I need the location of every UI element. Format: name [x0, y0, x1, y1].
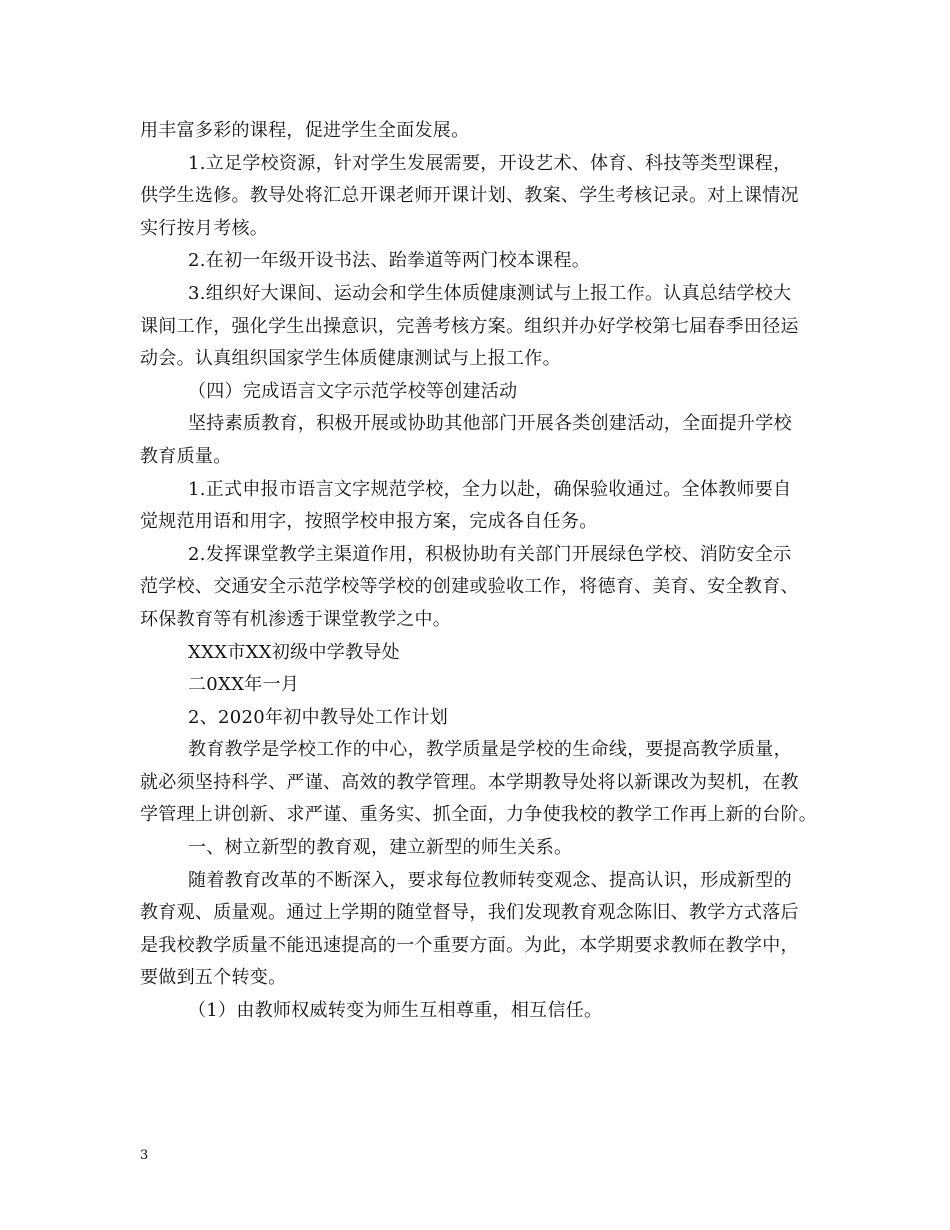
section-heading: （四）完成语言文字示范学校等创建活动: [188, 380, 518, 402]
paragraph-line: 觉规范用语和用字，按照学校申报方案，完成各自任务。: [140, 511, 598, 533]
section-heading: 2、2020年初中教导处工作计划: [188, 706, 449, 728]
paragraph-line: 实行按月考核。: [140, 217, 269, 239]
paragraph-line: 课间工作，强化学生出操意识，完善考核方案。组织并办好学校第七届春季田径运: [140, 315, 799, 337]
paragraph-line: （1）由教师权威转变为师生互相尊重，相互信任。: [188, 1000, 603, 1022]
paragraph-line: 教育质量。: [140, 445, 232, 467]
paragraph-line: 1.立足学校资源，针对学生发展需要，开设艺术、体育、科技等类型课程，: [188, 152, 792, 174]
paragraph-line: 2.在初一年级开设书法、跆拳道等两门校本课程。: [188, 250, 591, 272]
paragraph-line: 供学生选修。教导处将汇总开课老师开课计划、教案、学生考核记录。对上课情况: [140, 185, 799, 207]
paragraph-line: 2.发挥课堂教学主渠道作用，积极协助有关部门开展绿色学校、消防安全示: [188, 543, 792, 565]
paragraph-line: 环保教育等有机渗透于课堂教学之中。: [140, 608, 452, 630]
paragraph-line: 坚持素质教育，积极开展或协助其他部门开展各类创建活动，全面提升学校: [188, 413, 792, 435]
paragraph-line: 用丰富多彩的课程，促进学生全面发展。: [140, 120, 470, 141]
signature-organization: XXX市XX初级中学教导处: [188, 641, 400, 663]
page-number: 3: [140, 1148, 149, 1163]
paragraph-line: 3.组织好大课间、运动会和学生体质健康测试与上报工作。认真总结学校大: [188, 282, 792, 304]
paragraph-line: 教育观、质量观。通过上学期的随堂督导，我们发现教育观念陈旧、教学方式落后: [140, 902, 799, 924]
paragraph-line: 就必须坚持科学、严谨、高效的教学管理。本学期教导处将以新课改为契机，在教: [140, 771, 799, 793]
document-body: [140, 115, 820, 1028]
paragraph-line: 教育教学是学校工作的中心，教学质量是学校的生命线，要提高教学质量，: [188, 739, 792, 761]
section-heading: 一、树立新型的教育观，建立新型的师生关系。: [188, 837, 573, 859]
paragraph-line: 1.正式申报市语言文字规范学校，全力以赴，确保验收通过。全体教师要自: [188, 478, 792, 500]
paragraph-line: 随着教育改革的不断深入，要求每位教师转变观念、提高认识，形成新型的: [188, 869, 792, 891]
paragraph-line: 是我校教学质量不能迅速提高的一个重要方面。为此，本学期要求教师在教学中，: [140, 934, 799, 956]
paragraph-line: 动会。认真组织国家学生体质健康测试与上报工作。: [140, 348, 561, 370]
signature-date: 二0XX年一月: [188, 674, 300, 696]
paragraph-line: 学管理上讲创新、求严谨、重务实、抓全面，力争使我校的教学工作再上新的台阶。: [140, 804, 818, 826]
paragraph-line: 要做到五个转变。: [140, 967, 287, 989]
paragraph-line: 范学校、交通安全示范学校等学校的创建或验收工作，将德育、美育、安全教育、: [140, 576, 799, 598]
